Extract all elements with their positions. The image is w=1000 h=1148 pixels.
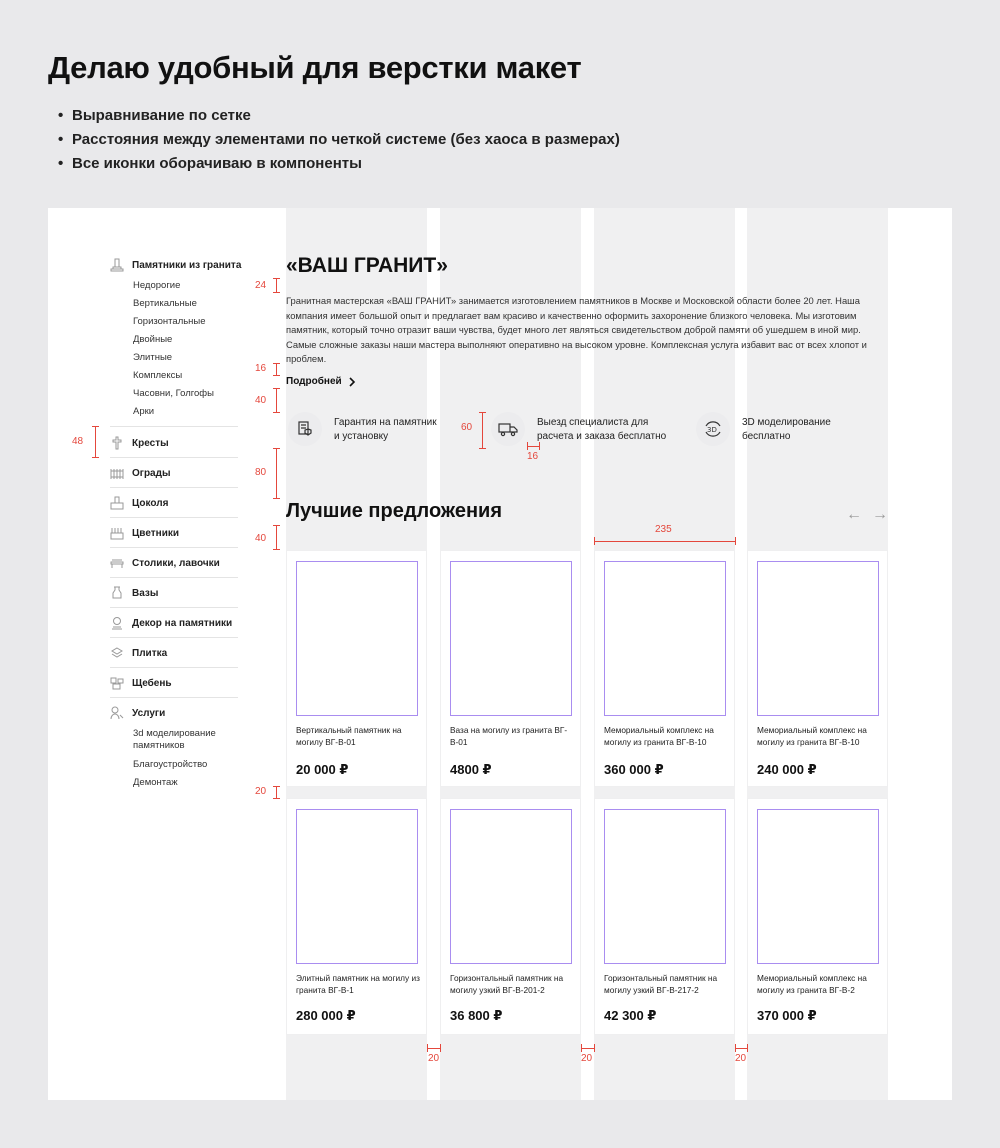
bullet-item: • Выравнивание по сетке — [58, 106, 620, 130]
sidebar-item-label: Кресты — [132, 437, 169, 449]
svg-text:3D: 3D — [707, 426, 717, 434]
sidebar-item-plinths[interactable] — [110, 496, 168, 510]
page-heading: Делаю удобный для верстки макет — [48, 50, 582, 85]
spacing-marker — [273, 786, 280, 787]
sidebar-item-label: Щебень — [132, 677, 172, 689]
divider — [110, 697, 238, 698]
spacing-marker — [539, 442, 540, 450]
arrow-right-icon[interactable]: → — [872, 506, 888, 523]
sidebar-item-label: Плитка — [132, 647, 168, 659]
spacing-marker — [482, 412, 483, 448]
spacing-marker — [273, 525, 280, 526]
spacing-marker — [273, 363, 280, 364]
truck-icon — [491, 412, 525, 446]
tile-icon — [110, 646, 124, 660]
product-card[interactable] — [440, 798, 581, 1035]
product-card[interactable] — [594, 550, 735, 787]
product-name: Вертикальный памятник на могилу ВГ-В-01 — [296, 725, 402, 747]
spacing-marker — [276, 278, 277, 292]
spacing-marker — [273, 549, 280, 550]
more-link-label: Подробней — [286, 376, 342, 387]
spacing-marker — [273, 498, 280, 499]
sidebar-item-tiles[interactable] — [110, 646, 167, 660]
divider — [110, 577, 238, 578]
spacing-marker — [735, 1048, 747, 1049]
product-card[interactable] — [286, 550, 427, 787]
sidebar-item-vases[interactable] — [110, 586, 158, 600]
flowerbed-icon — [110, 526, 124, 540]
sidebar-item-monuments[interactable] — [110, 258, 241, 272]
bench-icon — [110, 556, 124, 570]
spacing-marker — [95, 426, 96, 457]
product-price: 4800 ₽ — [450, 762, 492, 777]
best-offers-title: Лучшие предложения — [286, 500, 503, 522]
arrow-left-icon[interactable]: ← — [846, 506, 862, 523]
sidebar-subitem[interactable]: Недорогие — [133, 280, 181, 291]
product-image-placeholder — [604, 561, 726, 716]
spacing-marker — [581, 1048, 594, 1049]
spacing-label: 80 — [255, 467, 267, 478]
fence-icon — [110, 466, 124, 480]
vase-icon — [110, 586, 124, 600]
feature-guarantee — [288, 412, 444, 446]
spacing-marker — [527, 446, 539, 447]
divider — [110, 607, 238, 608]
spacing-marker — [427, 1048, 440, 1049]
product-name: Мемориальный комплекс на могилу из гранита ВГ-В-10 — [604, 725, 714, 747]
feature-text: Гарантия на памятник и установку — [334, 417, 437, 442]
spacing-marker — [747, 1044, 748, 1052]
company-description: Гранитная мастерская «ВАШ ГРАНИТ» занимается изготовлением памятников в Москве и Московской области более 20 лет. Наша компания имеет большой опыт и предлагает вам красиво и качественно оформить захоронение близкого человека. Мы изготовим памятник, который точно отразит ваши чувства, будет много лет являться свидетельством доброй памяти об ушедшем в иной мир. Самые сложные заказы наши мастера выполняют оперативно на высоком уровне. Комплексная услуга избавит вас от всех хлопот и проблем. — [286, 295, 867, 364]
spacing-marker — [273, 388, 280, 389]
sidebar-subitem[interactable]: Горизонтальные — [133, 316, 206, 327]
spacing-marker — [594, 1044, 595, 1052]
spacing-label: 40 — [255, 533, 267, 544]
sidebar-item-gravel[interactable] — [110, 676, 172, 690]
spacing-marker — [594, 537, 595, 545]
divider — [110, 667, 238, 668]
product-price: 36 800 ₽ — [450, 1008, 503, 1023]
spacing-marker — [735, 1044, 736, 1052]
product-name: Горизонтальный памятник на могилу узкий ВГ-В-201-2 — [450, 973, 564, 995]
sidebar-item-label: Вазы — [132, 587, 159, 599]
product-image-placeholder — [450, 561, 572, 716]
spacing-marker — [276, 525, 277, 549]
spacing-marker — [273, 412, 280, 413]
company-title: «ВАШ ГРАНИТ» — [286, 254, 448, 277]
spacing-label: 24 — [255, 280, 267, 291]
sidebar-item-label: Декор на памятники — [132, 617, 233, 629]
product-image-placeholder — [757, 561, 879, 716]
divider — [110, 457, 238, 458]
divider — [110, 517, 238, 518]
spacing-marker — [273, 798, 280, 799]
spacing-label: 16 — [527, 451, 539, 462]
sidebar-item-label: Памятники из гранита — [132, 259, 242, 271]
sidebar-subitem[interactable]: Благоустройство — [133, 759, 208, 770]
product-image-placeholder — [296, 561, 418, 716]
sidebar-subitem[interactable]: Комплексы — [133, 370, 183, 381]
spacing-label: 235 — [655, 524, 672, 535]
product-image-placeholder — [450, 809, 572, 964]
spacing-marker — [735, 537, 736, 545]
divider — [110, 637, 238, 638]
feature-3d — [696, 412, 852, 446]
sidebar-item-label: Ограды — [132, 467, 171, 479]
spacing-marker — [594, 541, 735, 542]
sidebar-subitem[interactable]: Арки — [133, 406, 155, 417]
product-name: Мемориальный комплекс на могилу из гранита ВГ-В-10 — [757, 725, 867, 747]
decor-icon — [110, 616, 124, 630]
divider — [110, 547, 238, 548]
product-price: 370 000 ₽ — [757, 1008, 817, 1023]
sidebar-subitem[interactable]: Двойные — [133, 334, 173, 345]
feature-bullets — [58, 106, 620, 178]
sidebar-item-fences[interactable] — [110, 466, 171, 480]
spacing-label: 40 — [255, 395, 267, 406]
spacing-label: 20 — [735, 1053, 747, 1064]
sidebar-item-label: Столики, лавочки — [132, 557, 220, 569]
sidebar-item-benches[interactable] — [110, 556, 220, 570]
product-price: 240 000 ₽ — [757, 762, 817, 777]
sidebar-subitem[interactable]: Элитные — [133, 352, 173, 363]
spacing-marker — [276, 363, 277, 375]
sidebar-item-services[interactable] — [110, 706, 165, 720]
sidebar-item-crosses[interactable] — [110, 436, 169, 450]
spacing-label: 20 — [581, 1053, 593, 1064]
spacing-marker — [273, 278, 280, 279]
mockup-canvas — [48, 208, 952, 1100]
spacing-marker — [427, 1044, 428, 1052]
spacing-marker — [440, 1044, 441, 1052]
sidebar-item-label: Услуги — [132, 707, 166, 719]
product-card[interactable] — [594, 798, 735, 1035]
spacing-marker — [92, 457, 99, 458]
product-price: 280 000 ₽ — [296, 1008, 356, 1023]
guarantee-icon — [288, 412, 322, 446]
plinth-icon — [110, 496, 124, 510]
spacing-marker — [276, 388, 277, 412]
product-name: Мемориальный комплекс на могилу из гранита ВГ-В-2 — [757, 973, 867, 995]
divider — [110, 426, 238, 427]
spacing-marker — [92, 426, 99, 427]
spacing-marker — [527, 442, 528, 450]
product-image-placeholder — [604, 809, 726, 964]
chevron-right-icon — [348, 377, 356, 387]
sidebar-subitem[interactable]: Демонтаж — [133, 777, 178, 788]
spacing-marker — [273, 448, 280, 449]
feature-visit — [491, 412, 677, 446]
sidebar-item-label: Цветники — [132, 527, 179, 539]
services-icon — [110, 706, 124, 720]
spacing-marker — [479, 448, 486, 449]
bullet-item: • Все иконки оборачиваю в компоненты — [58, 154, 620, 178]
spacing-marker — [581, 1044, 582, 1052]
product-card[interactable] — [747, 798, 888, 1035]
spacing-label: 20 — [428, 1053, 440, 1064]
sidebar-subitem[interactable]: Часовни, Голгофы — [133, 388, 214, 399]
product-name: Ваза на могилу из гранита ВГ-В-01 — [450, 725, 568, 747]
sidebar-item-label: Цоколя — [132, 497, 169, 509]
spacing-label: 16 — [255, 363, 267, 374]
bullet-item: • Расстояния между элементами по четкой системе (без хаоса в размерах) — [58, 130, 620, 154]
sidebar-subitem[interactable]: 3d моделирование памятников — [133, 728, 216, 751]
carousel-arrows — [846, 506, 888, 524]
product-image-placeholder — [757, 809, 879, 964]
spacing-marker — [273, 375, 280, 376]
sidebar-item-decor[interactable] — [110, 616, 232, 630]
sidebar-item-flowerbeds[interactable] — [110, 526, 179, 540]
monument-icon — [110, 258, 124, 272]
product-price: 360 000 ₽ — [604, 762, 664, 777]
product-name: Элитный памятник на могилу из гранита ВГ-В-1 — [296, 973, 420, 995]
sidebar-subitem[interactable]: Вертикальные — [133, 298, 197, 309]
feature-text: 3D моделирование бесплатно — [742, 417, 831, 442]
more-link[interactable] — [286, 376, 356, 387]
product-card[interactable] — [286, 798, 427, 1035]
product-card[interactable] — [440, 550, 581, 787]
spacing-marker — [276, 786, 277, 798]
feature-text: Выезд специалиста для расчета и заказа бесплатно — [537, 417, 667, 442]
product-price: 42 300 ₽ — [604, 1008, 657, 1023]
gravel-icon — [110, 676, 124, 690]
3d-icon — [696, 412, 730, 446]
spacing-marker — [276, 448, 277, 498]
product-card[interactable] — [747, 550, 888, 787]
spacing-marker — [479, 412, 486, 413]
spacing-marker — [273, 292, 280, 293]
spacing-label: 48 — [72, 436, 84, 447]
spacing-label: 60 — [461, 422, 473, 433]
cross-icon — [110, 436, 124, 450]
product-name: Горизонтальный памятник на могилу узкий ВГ-В-217-2 — [604, 973, 718, 995]
product-image-placeholder — [296, 809, 418, 964]
product-price: 20 000 ₽ — [296, 762, 349, 777]
divider — [110, 487, 238, 488]
spacing-label: 20 — [255, 786, 267, 797]
